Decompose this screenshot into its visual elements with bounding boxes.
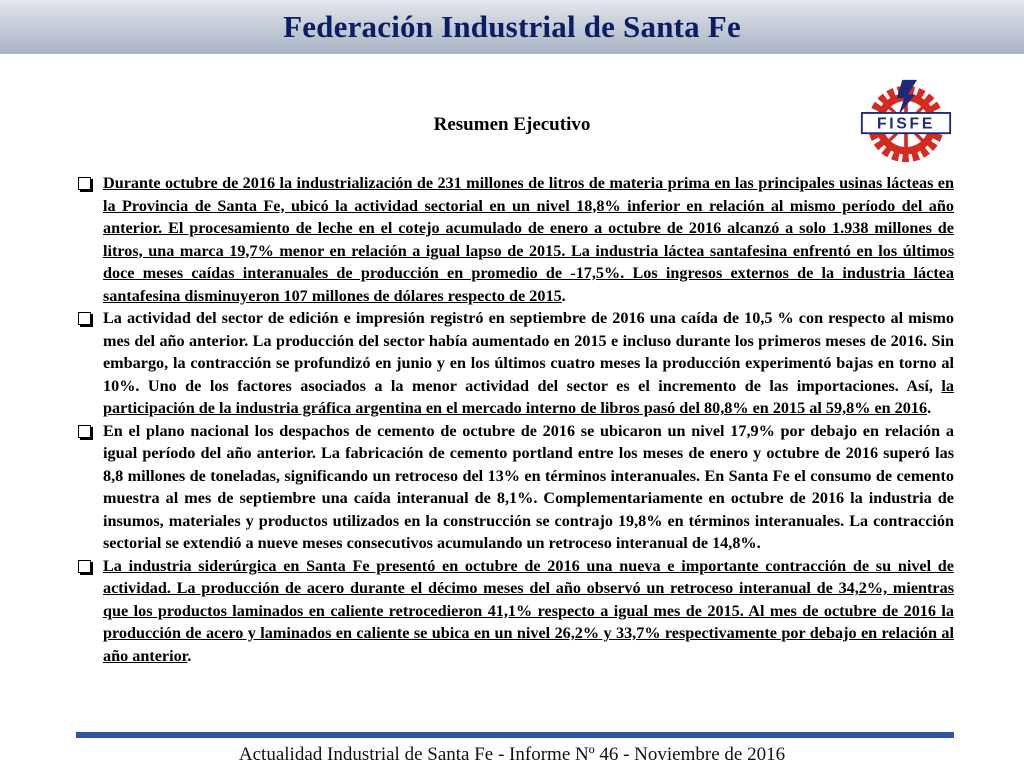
section-subtitle: Resumen Ejecutivo bbox=[433, 114, 591, 135]
bullet-paragraph bbox=[76, 555, 954, 668]
bullet-paragraph bbox=[76, 420, 954, 555]
executive-summary bbox=[76, 172, 954, 667]
checkbox-bullet-icon bbox=[78, 177, 91, 190]
text-segment: . bbox=[927, 399, 932, 417]
text-segment: . bbox=[187, 646, 192, 665]
checkbox-bullet-icon bbox=[78, 312, 91, 325]
footer-divider bbox=[76, 732, 954, 738]
title-bar bbox=[0, 0, 1024, 54]
underlined-text: la participación de la industria gráfica argentina en el mercado interno de libros pasó del 80,8% en 2015 al 59,8% en 2016 bbox=[103, 376, 954, 417]
text-segment: En el plano nacional los despachos de cemento de octubre de 2016 se ubicaron un nivel 17,9% por debajo en relación a igual período del año anterior. La fabricación de cemento portland entre los meses de enero y octubre de 2016 superó las 8,8 millones de toneladas, significando un retroceso del 13% en términos interanuales. En Santa Fe el consumo de cemento muestra al mes de septiembre una caída interanual de 8,1%. Complementariamente en octubre de 2016 la industria de insumos, materiales y productos utilizados en la construcción se contrajo 19,8% en términos interanuales. La contracción sectorial se extendió a nueve meses consecutivos acumulando un retroceso interanual de 14,8%. bbox=[103, 421, 954, 552]
bullet-text bbox=[103, 555, 954, 668]
checkbox-bullet-icon bbox=[78, 425, 91, 438]
footer-text: Actualidad Industrial de Santa Fe - Informe Nº 46 - Noviembre de 2016 bbox=[238, 744, 786, 765]
text-segment: La actividad del sector de edición e impresión registró en septiembre de 2016 una caída de 10,5 % con respecto al mismo mes del año anterior. La producción del sector había aumentado en 2015 e incluso durante los primeros meses de 2016. Sin embargo, la contracción se profundizó en junio y en los últimos cuatro meses la producción experimentó bajas en torno al 10%. Uno de los factores asociados a la menor actividad del sector es el incremento de las importaciones. Así, bbox=[103, 309, 954, 395]
bullet-text bbox=[103, 307, 954, 420]
underlined-text: Durante octubre de 2016 la industrialización de 231 millones de litros de materia prima en las principales usinas lácteas en la Provincia de Santa Fe, ubicó la actividad sectorial en un nivel 18,8% inferior en relación al mismo período del año anterior. El procesamiento de leche en el cotejo acumulado de enero a octubre de 2016 alcanzó a solo 1.938 millones de litros, una marca 19,7% menor en relación a igual lapso de 2015. La industria láctea santafesina enfrentó en los últimos doce meses caídas interanuales de producción en promedio de -17,5%. Los ingresos externos de la industria láctea santafesina disminuyeron 107 millones de dólares respecto de 2015 bbox=[103, 174, 954, 305]
checkbox-bullet-icon bbox=[78, 560, 91, 573]
bullet-text bbox=[103, 420, 954, 555]
underlined-text: La industria siderúrgica en Santa Fe presentó en octubre de 2016 una nueva e importante contracción de su nivel de actividad. La producción de acero durante el décimo meses del año observó un retroceso interanual de 34,2%, mientras que los productos laminados en caliente retrocedieron 41,1% respecto a igual mes de 2015. Al mes de octubre de 2016 la producción de acero y laminados en caliente se ubica en un nivel 26,2% y 33,7% respectivamente por debajo en relación al año anterior bbox=[103, 556, 954, 665]
bullet-paragraph bbox=[76, 307, 954, 420]
bullet-paragraph bbox=[76, 172, 954, 307]
logo-text: FISFE bbox=[876, 115, 936, 133]
bullet-text bbox=[103, 172, 954, 307]
page-title: Federación Industrial de Santa Fe bbox=[283, 9, 741, 44]
text-segment: . bbox=[561, 286, 566, 305]
